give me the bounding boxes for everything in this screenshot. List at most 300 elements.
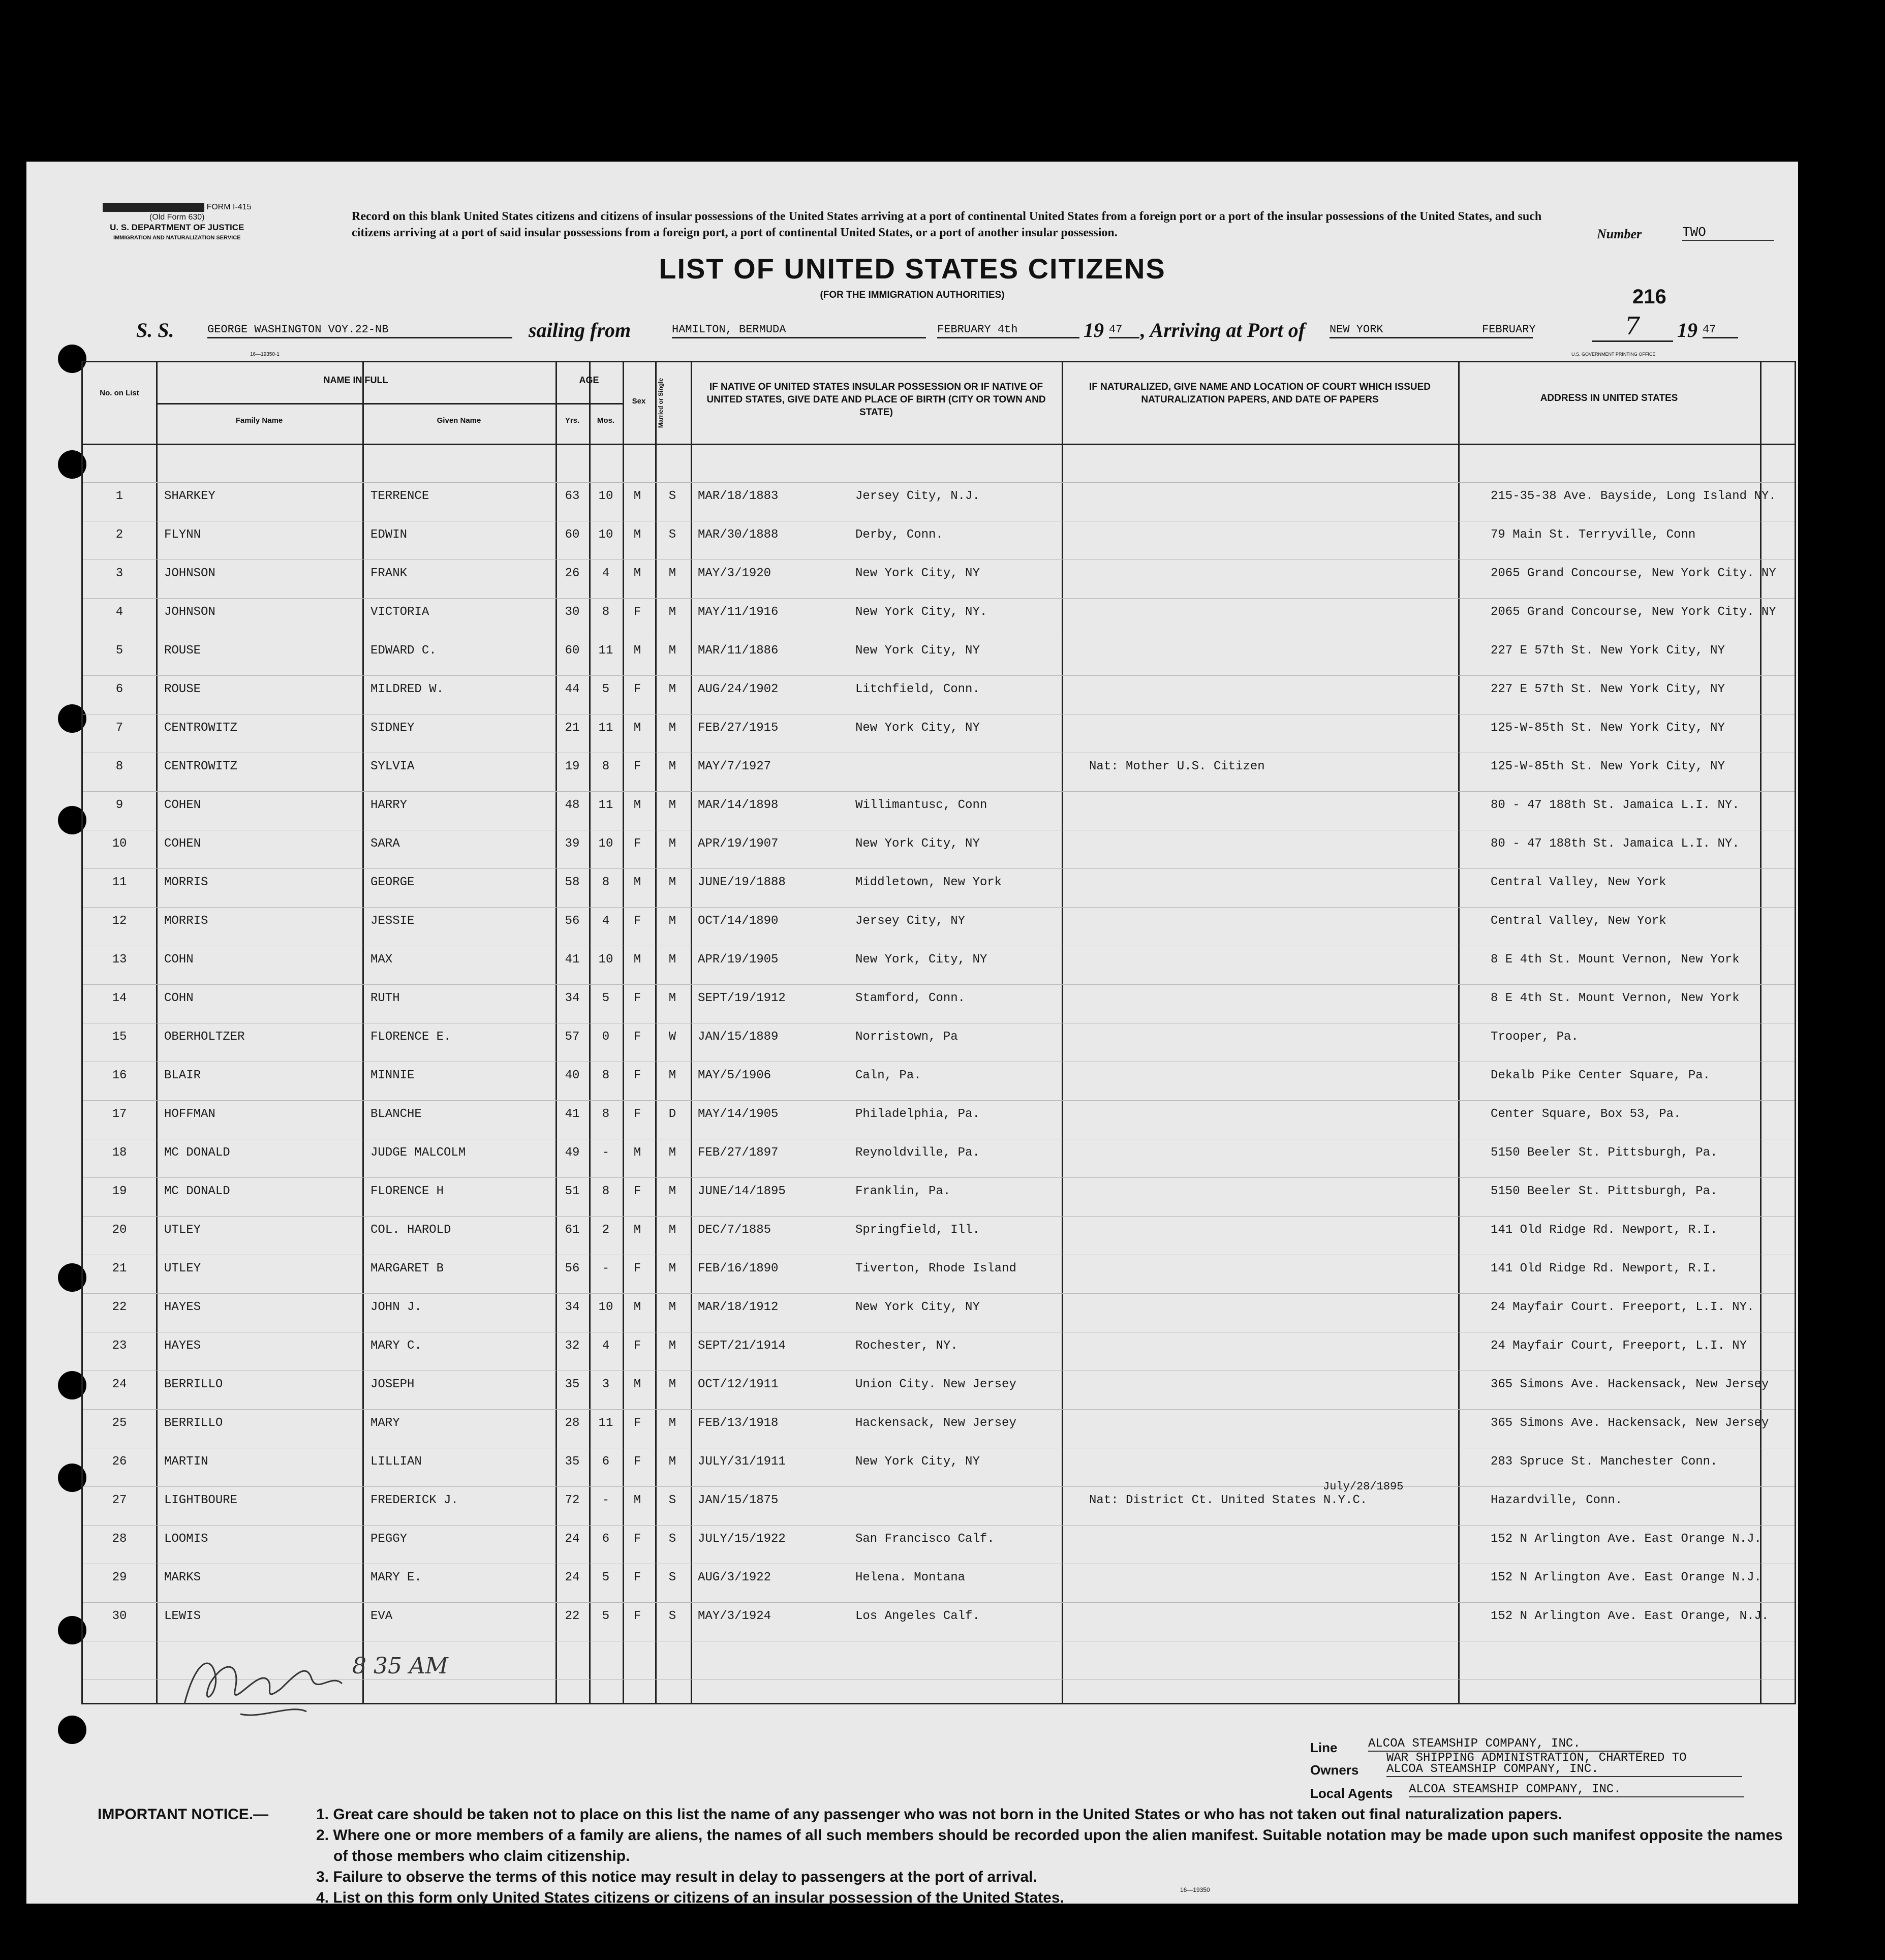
naturalization: Nat: Mother U.S. Citizen — [1089, 760, 1265, 773]
naturalization-date: July/28/1895 — [1323, 1480, 1404, 1493]
birth-date: MAY/14/1905 — [698, 1107, 779, 1121]
address: 227 E 57th St. New York City, NY — [1491, 644, 1725, 658]
age-years: 56 — [565, 914, 580, 928]
given-name: TERRENCE — [370, 489, 429, 503]
address: Trooper, Pa. — [1491, 1030, 1579, 1044]
col-header-no: No. on List — [100, 389, 139, 397]
age-months: 10 — [598, 953, 613, 967]
family-name: JOHNSON — [164, 605, 215, 619]
age-months: 11 — [598, 644, 613, 658]
address: 79 Main St. Terryville, Conn — [1491, 528, 1696, 542]
row-number: 14 — [112, 991, 127, 1005]
table-row — [83, 904, 1795, 943]
department-name: U. S. DEPARTMENT OF JUSTICE — [110, 223, 244, 232]
inspector-signature — [179, 1643, 448, 1724]
row-number: 19 — [112, 1185, 127, 1198]
arrival-month: FEBRUARY — [1482, 323, 1536, 336]
page-title: LIST OF UNITED STATES CITIZENS — [659, 253, 1166, 285]
row-number: 20 — [112, 1223, 127, 1237]
row-number: 15 — [112, 1030, 127, 1044]
age-months: 0 — [602, 1030, 610, 1044]
birth-date: MAR/18/1912 — [698, 1300, 779, 1314]
age-years: 35 — [565, 1378, 580, 1391]
birth-date: OCT/14/1890 — [698, 914, 779, 928]
row-number: 11 — [112, 876, 127, 889]
row-number: 7 — [115, 721, 123, 735]
birth-place: Jersey City, N.J. — [855, 489, 980, 503]
table-row — [83, 556, 1795, 595]
intro-paragraph: Record on this blank United States citizens and citizens of insular possessions of the United States arriving at a port of continental United States from a foreign port or a port of the insular possessions of the United States, and such citizens arriving at a port of said insular possessions from a foreign port, a port of continental United States, or a port of another insular possession. — [352, 210, 1542, 239]
birth-date: SEPT/19/1912 — [698, 991, 786, 1005]
sex: F — [633, 914, 641, 928]
family-name: MARTIN — [164, 1455, 208, 1469]
age-months: 10 — [598, 528, 613, 542]
arrival-day: 7 — [1592, 312, 1673, 342]
passenger-table — [81, 361, 1796, 1704]
given-name: FREDERICK J. — [370, 1494, 458, 1507]
family-name: LIGHTBOURE — [164, 1494, 238, 1507]
birth-date: MAR/11/1886 — [698, 644, 779, 658]
sex: F — [633, 605, 641, 619]
table-row — [83, 1445, 1795, 1483]
address: 125-W-85th St. New York City, NY — [1491, 760, 1725, 773]
family-name: SHARKEY — [164, 489, 215, 503]
manifest-sheet — [26, 162, 1798, 1904]
birth-place: Hackensack, New Jersey — [855, 1416, 1016, 1430]
birth-date: JULY/31/1911 — [698, 1455, 786, 1469]
family-name: HAYES — [164, 1300, 201, 1314]
age-years: 21 — [565, 721, 580, 735]
arriving-label: , Arriving at Port of — [1140, 319, 1306, 341]
family-name: COHEN — [164, 837, 201, 851]
marital-status: S — [668, 1532, 676, 1546]
birth-date: AUG/24/1902 — [698, 682, 779, 696]
family-name: JOHNSON — [164, 567, 215, 580]
arrival-year: 47 — [1703, 323, 1738, 338]
age-months: 4 — [602, 914, 610, 928]
age-months: 8 — [602, 1185, 610, 1198]
old-form-number: (Old Form 630) — [149, 213, 205, 222]
address: 152 N Arlington Ave. East Orange N.J. — [1491, 1532, 1762, 1546]
owners-value-1: WAR SHIPPING ADMINISTRATION, CHARTERED TO — [1386, 1751, 1687, 1765]
col-header-yrs: Yrs. — [565, 416, 580, 425]
age-years: 58 — [565, 876, 580, 889]
table-row — [83, 788, 1795, 827]
birth-place: Los Angeles Calf. — [855, 1609, 980, 1623]
notice-lead: IMPORTANT NOTICE.— — [98, 1806, 269, 1823]
line-value: ALCOA STEAMSHIP COMPANY, INC. — [1368, 1737, 1643, 1752]
birth-place: Middletown, New York — [855, 876, 1002, 889]
notice-item: 4. List on this form only United States citizens or citizens of an insular possession of the United States. — [316, 1889, 1064, 1906]
birth-date: FEB/27/1897 — [698, 1146, 779, 1160]
marital-status: M — [668, 1185, 676, 1198]
family-name: OBERHOLTZER — [164, 1030, 245, 1044]
address: 2065 Grand Concourse, New York City. NY — [1491, 605, 1776, 619]
row-number: 8 — [115, 760, 123, 773]
row-number: 24 — [112, 1378, 127, 1391]
age-months: 8 — [602, 876, 610, 889]
age-months: 5 — [602, 1571, 610, 1584]
age-years: 41 — [565, 953, 580, 967]
given-name: JUDGE MALCOLM — [370, 1146, 466, 1160]
birth-place: Tiverton, Rhode Island — [855, 1262, 1016, 1275]
sex: M — [633, 721, 641, 735]
col-header-given: Given Name — [437, 416, 481, 425]
family-name: MARKS — [164, 1571, 201, 1584]
col-header-mos: Mos. — [597, 416, 615, 425]
age-months: 10 — [598, 1300, 613, 1314]
age-years: 34 — [565, 991, 580, 1005]
table-row — [83, 634, 1795, 672]
given-name: SYLVIA — [370, 760, 415, 773]
address: 8 E 4th St. Mount Vernon, New York — [1491, 953, 1740, 967]
arrival-year-prefix: 19 — [1677, 319, 1697, 341]
given-name: MILDRED W. — [370, 682, 444, 696]
given-name: MARGARET B — [370, 1262, 444, 1275]
table-row — [83, 479, 1795, 518]
age-years: 24 — [565, 1532, 580, 1546]
birth-place: New York City, NY — [855, 1455, 980, 1469]
table-row — [83, 1290, 1795, 1329]
table-row — [83, 1480, 1795, 1522]
line-label: Line — [1310, 1740, 1338, 1755]
table-row — [83, 1406, 1795, 1445]
table-row — [83, 1252, 1795, 1290]
given-name: EDWIN — [370, 528, 408, 542]
page-subtitle: (FOR THE IMMIGRATION AUTHORITIES) — [820, 290, 1005, 300]
age-years: 40 — [565, 1069, 580, 1082]
row-number: 26 — [112, 1455, 127, 1469]
row-number: 2 — [115, 528, 123, 542]
birth-place: New York City, NY — [855, 721, 980, 735]
row-number: 29 — [112, 1571, 127, 1584]
birth-place: Jersey City, NY — [855, 914, 966, 928]
ss-label: S. S. — [136, 319, 174, 341]
family-name: BLAIR — [164, 1069, 201, 1082]
given-name: MAX — [370, 953, 393, 967]
birth-date: MAR/18/1883 — [698, 489, 779, 503]
age-years: 30 — [565, 605, 580, 619]
depart-year: 47 — [1109, 323, 1139, 338]
marital-status: D — [668, 1107, 676, 1121]
table-row — [83, 981, 1795, 1020]
age-months: 8 — [602, 760, 610, 773]
age-months: 6 — [602, 1532, 610, 1546]
birth-place: New York City, NY — [855, 1300, 980, 1314]
birth-place: Rochester, NY. — [855, 1339, 958, 1353]
sex: F — [633, 1532, 641, 1546]
family-name: COHN — [164, 991, 194, 1005]
family-name: ROUSE — [164, 644, 201, 658]
family-name: COHEN — [164, 798, 201, 812]
sex: M — [633, 953, 641, 967]
birth-date: JAN/15/1875 — [698, 1494, 779, 1507]
notice-item: 1. Great care should be taken not to place on this list the name of any passenger who was not born in the United States or who has not taken out final naturalization papers. — [316, 1806, 1563, 1823]
sex: F — [633, 1571, 641, 1584]
row-number: 5 — [115, 644, 123, 658]
sex: F — [633, 837, 641, 851]
row-number: 4 — [115, 605, 123, 619]
sex: M — [633, 489, 641, 503]
row-number: 1 — [115, 489, 123, 503]
marital-status: M — [668, 1416, 676, 1430]
birth-place: New York City, NY — [855, 837, 980, 851]
age-years: 19 — [565, 760, 580, 773]
age-years: 39 — [565, 837, 580, 851]
birth-date: JUNE/14/1895 — [698, 1185, 786, 1198]
address: 24 Mayfair Court. Freeport, L.I. NY. — [1491, 1300, 1754, 1314]
age-years: 72 — [565, 1494, 580, 1507]
address: 227 E 57th St. New York City, NY — [1491, 682, 1725, 696]
birth-date: DEC/7/1885 — [698, 1223, 771, 1237]
col-header-name: NAME IN FULL — [323, 375, 388, 385]
marital-status: S — [668, 1571, 676, 1584]
sex: M — [633, 528, 641, 542]
address: Central Valley, New York — [1491, 914, 1666, 928]
age-months: 2 — [602, 1223, 610, 1237]
sex: F — [633, 1107, 641, 1121]
number-label: Number — [1597, 227, 1642, 241]
birth-place: Union City. New Jersey — [855, 1378, 1016, 1391]
age-months: 10 — [598, 489, 613, 503]
address: 152 N Arlington Ave. East Orange N.J. — [1491, 1571, 1762, 1584]
marital-status: M — [668, 798, 676, 812]
sex: M — [633, 644, 641, 658]
col-header-family: Family Name — [235, 416, 283, 425]
sex: M — [633, 1300, 641, 1314]
row-number: 6 — [115, 682, 123, 696]
age-years: 56 — [565, 1262, 580, 1275]
given-name: VICTORIA — [370, 605, 429, 619]
age-years: 28 — [565, 1416, 580, 1430]
given-name: JESSIE — [370, 914, 415, 928]
marital-status: M — [668, 1339, 676, 1353]
given-name: BLANCHE — [370, 1107, 422, 1121]
age-years: 22 — [565, 1609, 580, 1623]
age-months: 8 — [602, 605, 610, 619]
ship-name: GEORGE WASHINGTON VOY.22-NB — [207, 323, 512, 338]
table-row — [83, 1174, 1795, 1213]
marital-status: M — [668, 760, 676, 773]
row-number: 18 — [112, 1146, 127, 1160]
marital-status: M — [668, 953, 676, 967]
birth-place: Franklin, Pa. — [855, 1185, 951, 1198]
birth-place: Litchfield, Conn. — [855, 682, 980, 696]
table-row — [83, 1599, 1795, 1638]
table-row — [83, 1561, 1795, 1599]
birth-date: MAR/30/1888 — [698, 528, 779, 542]
page-number: 216 — [1632, 286, 1666, 308]
address: 365 Simons Ave. Hackensack, New Jersey — [1491, 1378, 1769, 1391]
row-number: 27 — [112, 1494, 127, 1507]
given-name: LILLIAN — [370, 1455, 422, 1469]
sex: M — [633, 1378, 641, 1391]
table-row — [83, 943, 1795, 981]
birth-place: New York, City, NY — [855, 953, 987, 967]
birth-place: Springfield, Ill. — [855, 1223, 980, 1237]
birth-date: FEB/16/1890 — [698, 1262, 779, 1275]
age-years: 35 — [565, 1455, 580, 1469]
birth-date: JAN/15/1889 — [698, 1030, 779, 1044]
family-name: MORRIS — [164, 876, 208, 889]
service-name: IMMIGRATION AND NATURALIZATION SERVICE — [113, 235, 241, 241]
form-code-small: 16—19350-1 — [250, 352, 280, 357]
given-name: FLORENCE H — [370, 1185, 444, 1198]
notice-item: 2. Where one or more members of a family are aliens, the names of all such members should be recorded upon the alien manifest. Suitable notation may be made upon such manifest opposite the names of those members who claim citizenship. — [316, 1827, 1783, 1864]
family-name: UTLEY — [164, 1223, 201, 1237]
age-months: 5 — [602, 991, 610, 1005]
agents-label: Local Agents — [1310, 1786, 1393, 1801]
table-row — [83, 865, 1795, 904]
col-header-married: Married or Single — [657, 378, 664, 428]
marital-status: M — [668, 1455, 676, 1469]
table-row — [83, 595, 1795, 634]
from-port: HAMILTON, BERMUDA — [672, 323, 926, 338]
family-name: BERRILLO — [164, 1378, 223, 1391]
row-number: 25 — [112, 1416, 127, 1430]
birth-place: Norristown, Pa — [855, 1030, 958, 1044]
sex: M — [633, 1146, 641, 1160]
sex: F — [633, 991, 641, 1005]
age-years: 48 — [565, 798, 580, 812]
address: Dekalb Pike Center Square, Pa. — [1491, 1069, 1711, 1082]
table-row — [83, 1522, 1795, 1561]
given-name: FRANK — [370, 567, 408, 580]
birth-date: SEPT/21/1914 — [698, 1339, 786, 1353]
notice-item: 3. Failure to observe the terms of this notice may result in delay to passengers at the port of arrival. — [316, 1869, 1037, 1885]
sex: M — [633, 1494, 641, 1507]
marital-status: W — [668, 1030, 676, 1044]
birth-place: New York City, NY — [855, 567, 980, 580]
age-years: 60 — [565, 528, 580, 542]
birth-place: Willimantusc, Conn — [855, 798, 987, 812]
sex: F — [633, 1030, 641, 1044]
depart-date: FEBRUARY 4th — [937, 323, 1079, 338]
marital-status: S — [668, 489, 676, 503]
table-row — [83, 672, 1795, 711]
age-years: 41 — [565, 1107, 580, 1121]
owners-label: Owners — [1310, 1762, 1359, 1778]
table-row — [83, 711, 1795, 750]
table-row — [83, 1329, 1795, 1367]
family-name: CENTROWITZ — [164, 760, 238, 773]
marital-status: M — [668, 1262, 676, 1275]
age-months: 5 — [602, 1609, 610, 1623]
age-months: 3 — [602, 1378, 610, 1391]
marital-status: M — [668, 1069, 676, 1082]
given-name: PEGGY — [370, 1532, 408, 1546]
marital-status: M — [668, 1223, 676, 1237]
footer-form-code: 16—19350 — [1180, 1886, 1210, 1893]
table-row — [83, 827, 1795, 865]
punch-hole — [58, 1716, 86, 1744]
birth-date: FEB/13/1918 — [698, 1416, 779, 1430]
marital-status: M — [668, 682, 676, 696]
col-header-address: ADDRESS IN UNITED STATES — [1540, 393, 1678, 403]
table-row — [83, 518, 1795, 556]
marital-status: M — [668, 837, 676, 851]
marital-status: M — [668, 605, 676, 619]
birth-date: APR/19/1907 — [698, 837, 779, 851]
gpo-note: U.S. GOVERNMENT PRINTING OFFICE — [1571, 352, 1656, 357]
age-months: 4 — [602, 1339, 610, 1353]
birth-date: MAY/7/1927 — [698, 760, 771, 773]
marital-status: M — [668, 991, 676, 1005]
sex: F — [633, 1069, 641, 1082]
family-name: UTLEY — [164, 1262, 201, 1275]
given-name: COL. HAROLD — [370, 1223, 451, 1237]
age-months: 8 — [602, 1069, 610, 1082]
owners-value-2: ALCOA STEAMSHIP COMPANY, INC. — [1386, 1762, 1742, 1777]
address: Center Square, Box 53, Pa. — [1491, 1107, 1681, 1121]
marital-status: M — [668, 1300, 676, 1314]
address: 215-35-38 Ave. Bayside, Long Island NY. — [1491, 489, 1776, 503]
age-months: 4 — [602, 567, 610, 580]
arrival-port: NEW YORK — [1330, 323, 1533, 338]
form-number: FORM I-415 — [206, 203, 252, 211]
row-number: 16 — [112, 1069, 127, 1082]
birth-place: New York City, NY — [855, 644, 980, 658]
given-name: MARY C. — [370, 1339, 422, 1353]
table-row — [83, 1097, 1795, 1136]
birth-date: MAY/3/1924 — [698, 1609, 771, 1623]
birth-place: Philadelphia, Pa. — [855, 1107, 980, 1121]
number-value: TWO — [1682, 225, 1774, 241]
birth-date: OCT/12/1911 — [698, 1378, 779, 1391]
address: 80 - 47 188th St. Jamaica L.I. NY. — [1491, 837, 1740, 851]
signature-time: 8 35 AM — [352, 1653, 448, 1679]
depart-year-prefix: 19 — [1084, 319, 1104, 341]
birth-date: MAY/11/1916 — [698, 605, 779, 619]
age-years: 57 — [565, 1030, 580, 1044]
age-months: 11 — [598, 1416, 613, 1430]
marital-status: M — [668, 1146, 676, 1160]
age-years: 63 — [565, 489, 580, 503]
age-months: 11 — [598, 721, 613, 735]
row-number: 23 — [112, 1339, 127, 1353]
sex: F — [633, 682, 641, 696]
table-row — [83, 1136, 1795, 1174]
family-name: MORRIS — [164, 914, 208, 928]
address: 24 Mayfair Court, Freeport, L.I. NY — [1491, 1339, 1747, 1353]
marital-status: S — [668, 1494, 676, 1507]
address: 2065 Grand Concourse, New York City. NY — [1491, 567, 1776, 580]
birth-date: APR/19/1905 — [698, 953, 779, 967]
family-name: HOFFMAN — [164, 1107, 215, 1121]
age-months: 6 — [602, 1455, 610, 1469]
age-years: 60 — [565, 644, 580, 658]
sex: M — [633, 1223, 641, 1237]
sex: F — [633, 1339, 641, 1353]
family-name: MC DONALD — [164, 1146, 230, 1160]
naturalization: Nat: District Ct. United States N.Y.C. — [1089, 1494, 1368, 1507]
row-number: 28 — [112, 1532, 127, 1546]
sex: F — [633, 1455, 641, 1469]
age-years: 26 — [565, 567, 580, 580]
given-name: MARY — [370, 1416, 400, 1430]
age-months: 8 — [602, 1107, 610, 1121]
marital-status: S — [668, 1609, 676, 1623]
family-name: COHN — [164, 953, 194, 967]
row-number: 13 — [112, 953, 127, 967]
address: 5150 Beeler St. Pittsburgh, Pa. — [1491, 1185, 1718, 1198]
age-months: 5 — [602, 682, 610, 696]
birth-date: FEB/27/1915 — [698, 721, 779, 735]
table-row — [83, 1020, 1795, 1059]
family-name: BERRILLO — [164, 1416, 223, 1430]
col-header-birth: IF NATIVE OF UNITED STATES INSULAR POSSESSION OR IF NATIVE OF UNITED STATES, GIVE DATE AND PLACE OF BIRTH (CITY OR TOWN AND STATE) — [706, 382, 1046, 418]
address: 8 E 4th St. Mount Vernon, New York — [1491, 991, 1740, 1005]
